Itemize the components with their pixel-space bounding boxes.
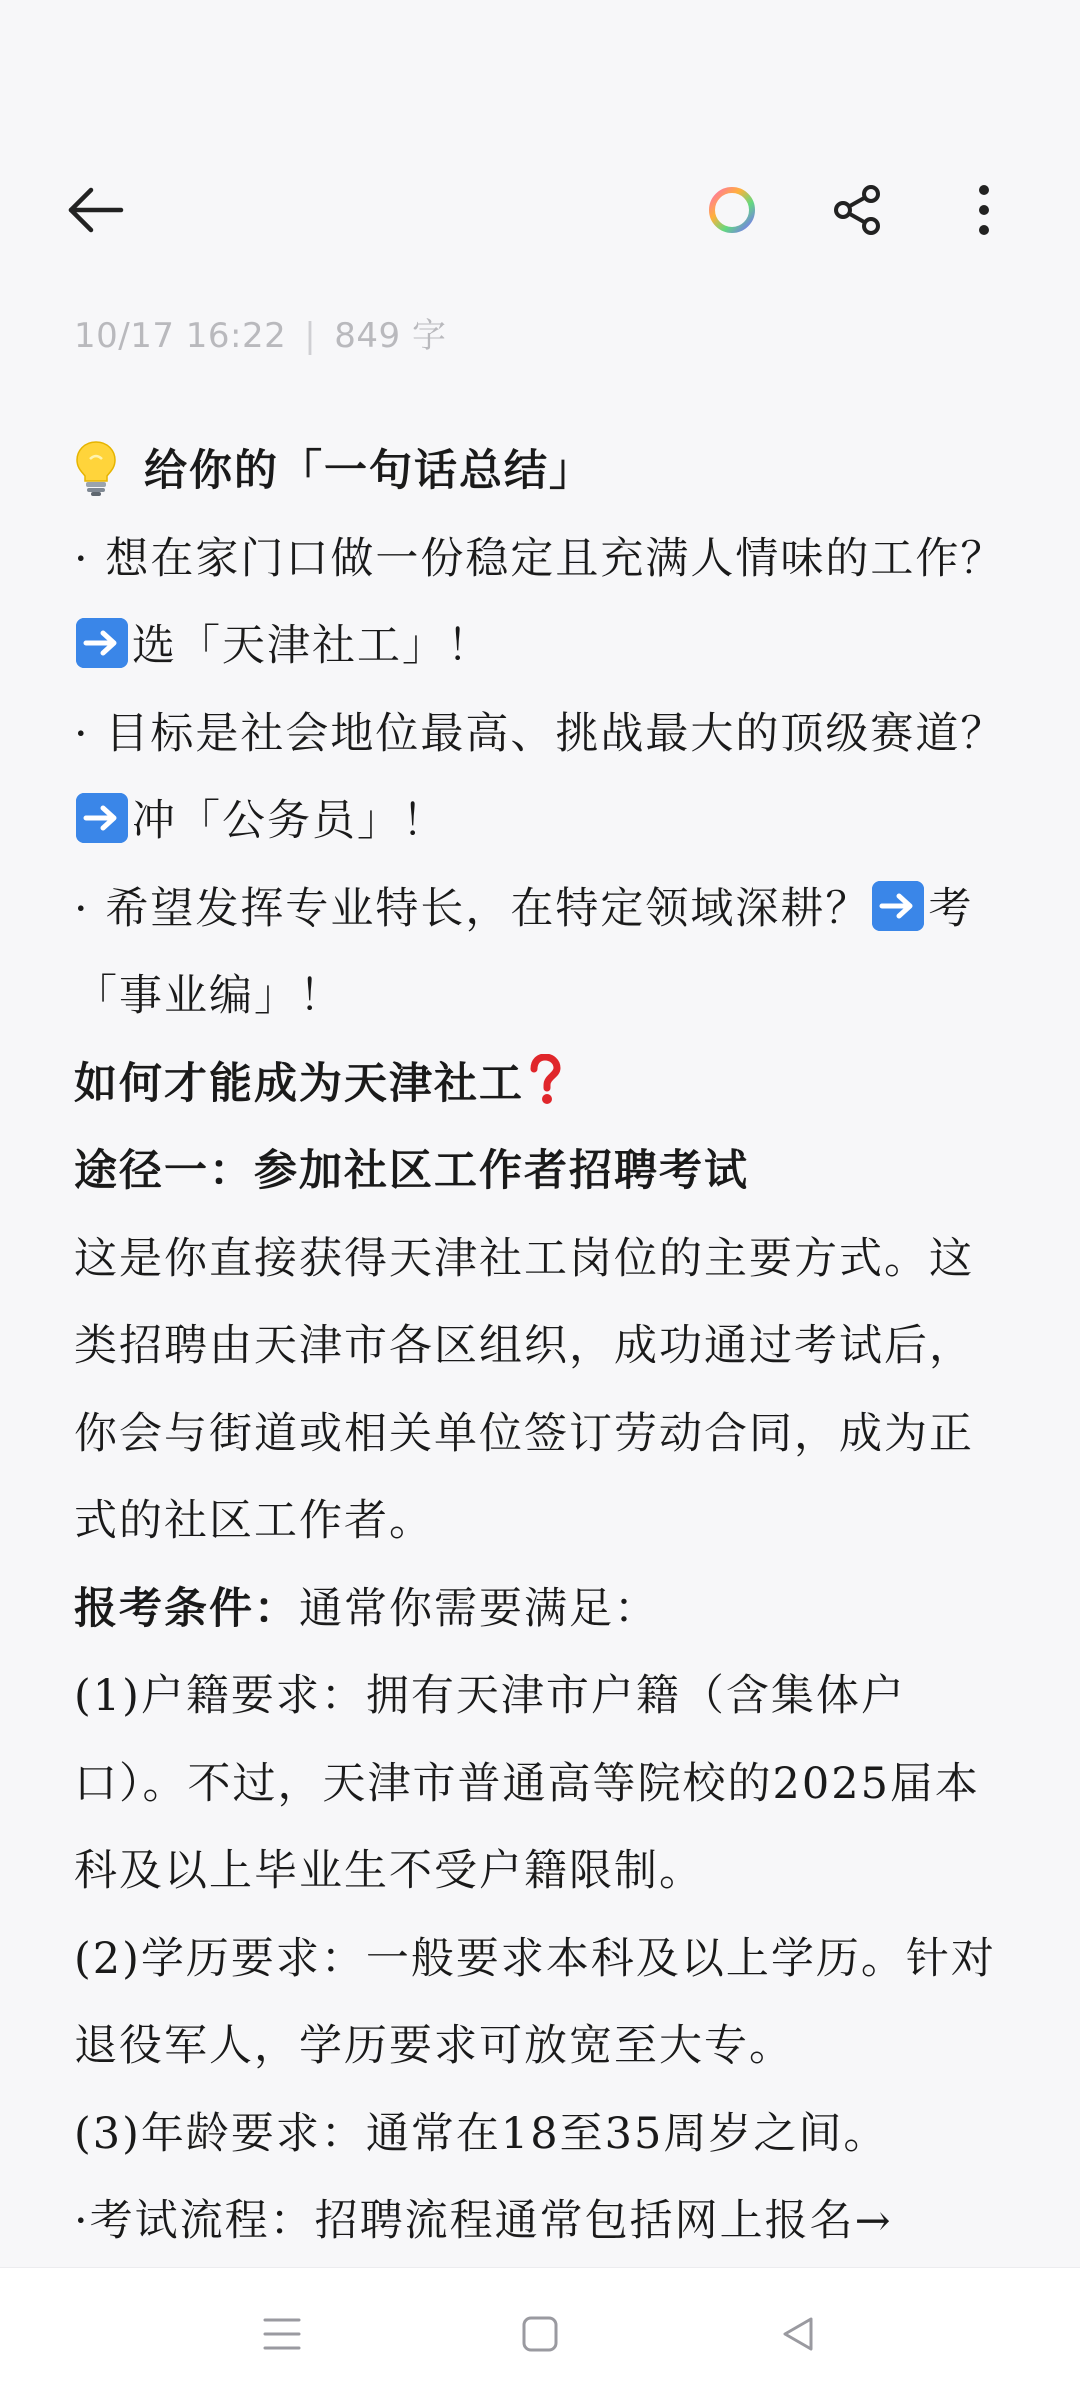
system-back-button[interactable]: [758, 2296, 838, 2372]
note-timestamp: 10/17 16:22: [74, 316, 287, 356]
summary-heading-text: 给你的「一句话总结」: [144, 446, 594, 496]
right-arrow-emoji-icon: [76, 618, 128, 668]
conditions-line: [74, 1566, 1014, 1654]
path1-heading: 途径一：参加社区工作者招聘考试: [74, 1146, 749, 1196]
theme-color-button[interactable]: [692, 170, 772, 250]
question-heading: [74, 1041, 1014, 1129]
bullet-2-answer: 冲「公务员」！: [132, 796, 447, 846]
summary-heading: [74, 428, 1014, 516]
bullet-2-question: · 目标是社会地位最高、挑战最大的顶级赛道？: [74, 708, 1006, 759]
note-meta: [74, 308, 446, 357]
bullet-3-answer: 考「事业编」！: [74, 883, 974, 1021]
conditions-intro: 通常你需要满足：: [299, 1583, 659, 1634]
more-vertical-icon: [974, 182, 994, 238]
path1-paragraph: 这是你直接获得天津社工岗位的主要方式。这类招聘由天津市各区组织，成功通过考试后，你会与街道或相关单位签订劳动合同，成为正式的社区工作者。: [74, 1233, 974, 1546]
top-toolbar: [0, 160, 1080, 260]
question-mark-emoji-icon: [528, 1054, 562, 1106]
menu-lines-icon: [262, 2316, 302, 2352]
question-heading-text: 如何才能成为天津社工: [74, 1058, 524, 1109]
bullet-3-question: · 希望发挥专业特长，在特定领域深耕？: [74, 883, 871, 934]
home-button[interactable]: [500, 2296, 580, 2372]
requirement-age: (3)年龄要求：通常在18至35周岁之间。: [74, 2108, 889, 2159]
requirement-household: (1)户籍要求：拥有天津市户籍（含集体户口）。不过，天津市普通高等院校的2025届本科及以上毕业生不受户籍限制。: [74, 1671, 980, 1896]
bullet-1-answer: 选「天津社工」！: [132, 621, 492, 671]
requirement-education: (2)学历要求：一般要求本科及以上学历。针对退役军人，学历要求可放宽至大专。: [74, 1933, 996, 2071]
back-button[interactable]: [55, 170, 135, 250]
note-body[interactable]: [74, 428, 1014, 2266]
system-navigation-bar: [0, 2267, 1080, 2400]
back-arrow-icon: [65, 186, 125, 234]
right-arrow-emoji-icon: [872, 881, 924, 931]
light-bulb-icon: [74, 439, 118, 497]
bullet-item-1: [74, 516, 1014, 691]
triangle-back-icon: [778, 2314, 818, 2354]
exam-process-line: ·考试流程：招聘流程通常包括网上报名→: [74, 2196, 893, 2246]
note-word-count: 849 字: [334, 316, 447, 356]
meta-separator: |: [304, 316, 317, 356]
right-arrow-emoji-icon: [76, 793, 128, 843]
conditions-label: 报考条件：: [74, 1583, 299, 1634]
bullet-item-3: [74, 866, 1014, 1041]
bullet-1-question: · 想在家门口做一份稳定且充满人情味的工作？: [74, 533, 1006, 584]
share-button[interactable]: [818, 170, 898, 250]
recent-apps-button[interactable]: [242, 2296, 322, 2372]
bullet-item-2: [74, 691, 1014, 866]
square-home-icon: [520, 2314, 560, 2354]
share-icon: [830, 182, 886, 238]
color-ring-icon: [706, 184, 758, 236]
more-options-button[interactable]: [944, 170, 1024, 250]
